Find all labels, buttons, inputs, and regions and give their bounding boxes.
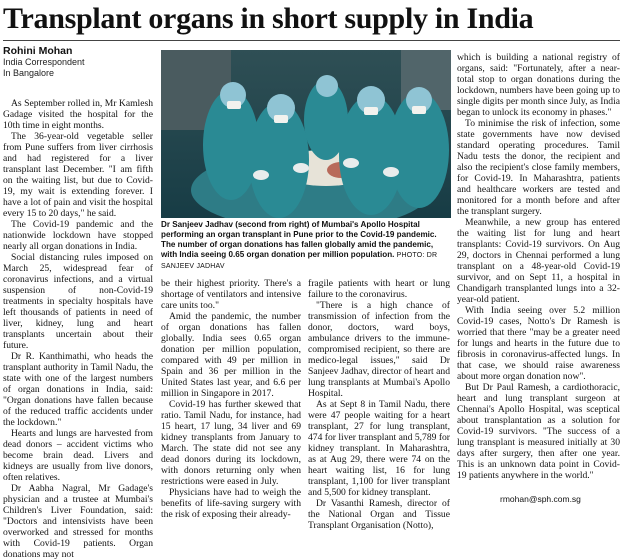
- paragraph: Dr Aabha Nagral, Mr Gadage's physician and a trustee at Mumbai's Children's Liver Foundation, said: "Doctors and intensivists have been overworked and stressed for months with Covid-19 patients. Organ donations may not: [3, 483, 153, 560]
- paragraph: The 36-year-old vegetable seller from Pune suffers from liver cirrhosis and had registered for a liver transplant last December. "I am fifth on the waiting list, but due to Covid-19, my wait is extending forever. I have a lot of pain and visit the hospital every 15 to 20 days," he said.: [3, 131, 153, 219]
- paragraph: To minimise the risk of infection, some state governments have now devised standard operating procedures. Tamil Nadu tests the donor, the recipient and also the recipient's close family members, for Covid-19. In Maharashtra, patients and healthcare workers are tested and monitored for a month before and after the transplant surgery.: [457, 118, 620, 217]
- surgery-photo-illustration: [161, 50, 451, 218]
- byline: [3, 45, 153, 78]
- paragraph: Dr R. Kanthimathi, who heads the transplant authority in Tamil Nadu, the state with one of the largest numbers of organ donations in India, said: "Organ donations have fallen because of the reduced traffic accidents under the lockdown.": [3, 351, 153, 428]
- photo-credit: PHOTO: DR SANJEEV JADHAV: [161, 252, 438, 270]
- paragraph: Physicians have had to weigh the benefits of life-saving surgery with the risk of exposing their already-: [161, 487, 301, 520]
- surgery-photo: [161, 50, 451, 218]
- caption-text: Dr Sanjeev Jadhav (second from right) of Mumbai's Apollo Hospital performing an organ transplant in Pune prior to the Covid-19 pandemic. The number of organ donations has fallen globally amid the pandemic, with India seeing 0.65 organ donation per million population.: [161, 220, 437, 259]
- paragraph: "There is a high chance of transmission of infection from the donor, doctors, ward boys, ambulance drivers to the immune-compromised recipient, so there are medico-legal issues," said Dr Sanjeev Jadhav, director of heart and lung transplants at Mumbai's Apollo Hospital.: [308, 300, 450, 399]
- article-column-3: [308, 278, 450, 531]
- byline-location: In Bangalore: [3, 67, 55, 78]
- author-email: rmohan@sph.com.sg: [500, 494, 581, 504]
- article-column-1: [3, 98, 153, 560]
- paragraph: Amid the pandemic, the number of organ donations has fallen globally. India sees 0.65 organ donation per million population, compared with 49 per million in Spain and 36 per million in the United States last year, and 6.6 per million in Singapore in 2017.: [161, 311, 301, 399]
- photo-caption: [161, 220, 451, 272]
- paragraph: fragile patients with heart or lung failure to the coronavirus.: [308, 278, 450, 300]
- byline-name: Rohini Mohan: [3, 45, 73, 57]
- paragraph: The Covid-19 pandemic and the nationwide lockdown have stopped nearly all organ donations in India.: [3, 219, 153, 252]
- paragraph: As September rolled in, Mr Kamlesh Gadage visited the hospital for the 10th time in eight months.: [3, 98, 153, 131]
- article-column-2: [161, 278, 301, 520]
- paragraph: which is building a national registry of organs, said: "Fortunately, after a near-total stop to organ donations during the lockdown, numbers have been going up to single digits per month since July, as India began to unlock its economy in phases.": [457, 52, 620, 118]
- byline-role: India Correspondent: [3, 57, 85, 67]
- article-column-4: [457, 52, 620, 481]
- paragraph: Hearts and lungs are harvested from dead donors – accident victims who become brain dead. Livers and kidneys are usually from live donors, often relatives.: [3, 428, 153, 483]
- paragraph: Covid-19 has further skewed that ratio. Tamil Nadu, for instance, had 15 heart, 17 lung, 34 liver and 69 kidney transplants from January to March. The state did not see any dead donors during its lockdown, with donors returning only when restrictions were eased in July.: [161, 399, 301, 487]
- paragraph: Social distancing rules imposed on March 25, widespread fear of coronavirus infections, and a virtual suspension of non-Covid-19 treatments in specialty hospitals have left thousands of patients in need of liver, kidney, lung and heart transplants uncertain about their future.: [3, 252, 153, 351]
- paragraph: As at Sept 8 in Tamil Nadu, there were 47 people waiting for a heart transplant, 27 for lung transplant, 474 for liver transplant and 5,789 for kidney transplant. In Maharashtra, as at Aug 29, there were 74 on the heart waiting list, 16 for lung transplant, 1,100 for liver transplant and 5,500 for kidney transplant.: [308, 399, 451, 498]
- headline: Transplant organs in short supply in India: [3, 2, 534, 35]
- paragraph: be their highest priority. There's a shortage of ventilators and intensive care units too.": [161, 278, 301, 311]
- paragraph: With India seeing over 5.2 million Covid-19 cases, Notto's Dr Ramesh is worried that there "may be a greater need for lungs and hearts in the future due to fibrosis in coronavirus-affected lungs. In that case, we should raise awareness about more organ donation now".: [457, 305, 620, 382]
- paragraph: But Dr Paul Ramesh, a cardiothoracic, heart and lung transplant surgeon at Chennai's Apollo Hospital, was sceptical about transplantation as a solution for Covid-19 survivors. "The success of a lung transplant is measured initially at 30 days after surgery, then after one year. This is an unknown data point in Covid-19 patients anywhere in the world.": [457, 382, 620, 481]
- paragraph: Dr Vasanthi Ramesh, director of the National Organ and Tissue Transplant Organisation (Notto),: [308, 498, 450, 531]
- paragraph: Meanwhile, a new group has entered the waiting list for lung and heart transplants: Covid-19 survivors. On Aug 29, doctors in Chennai performed a lung transplant on a 48-year-old Covid-19 survivor, and on Sept 11, a hospital in Chandigarh transplanted lungs into a 32-year-old patient.: [457, 217, 620, 305]
- headline-rule: [3, 40, 620, 41]
